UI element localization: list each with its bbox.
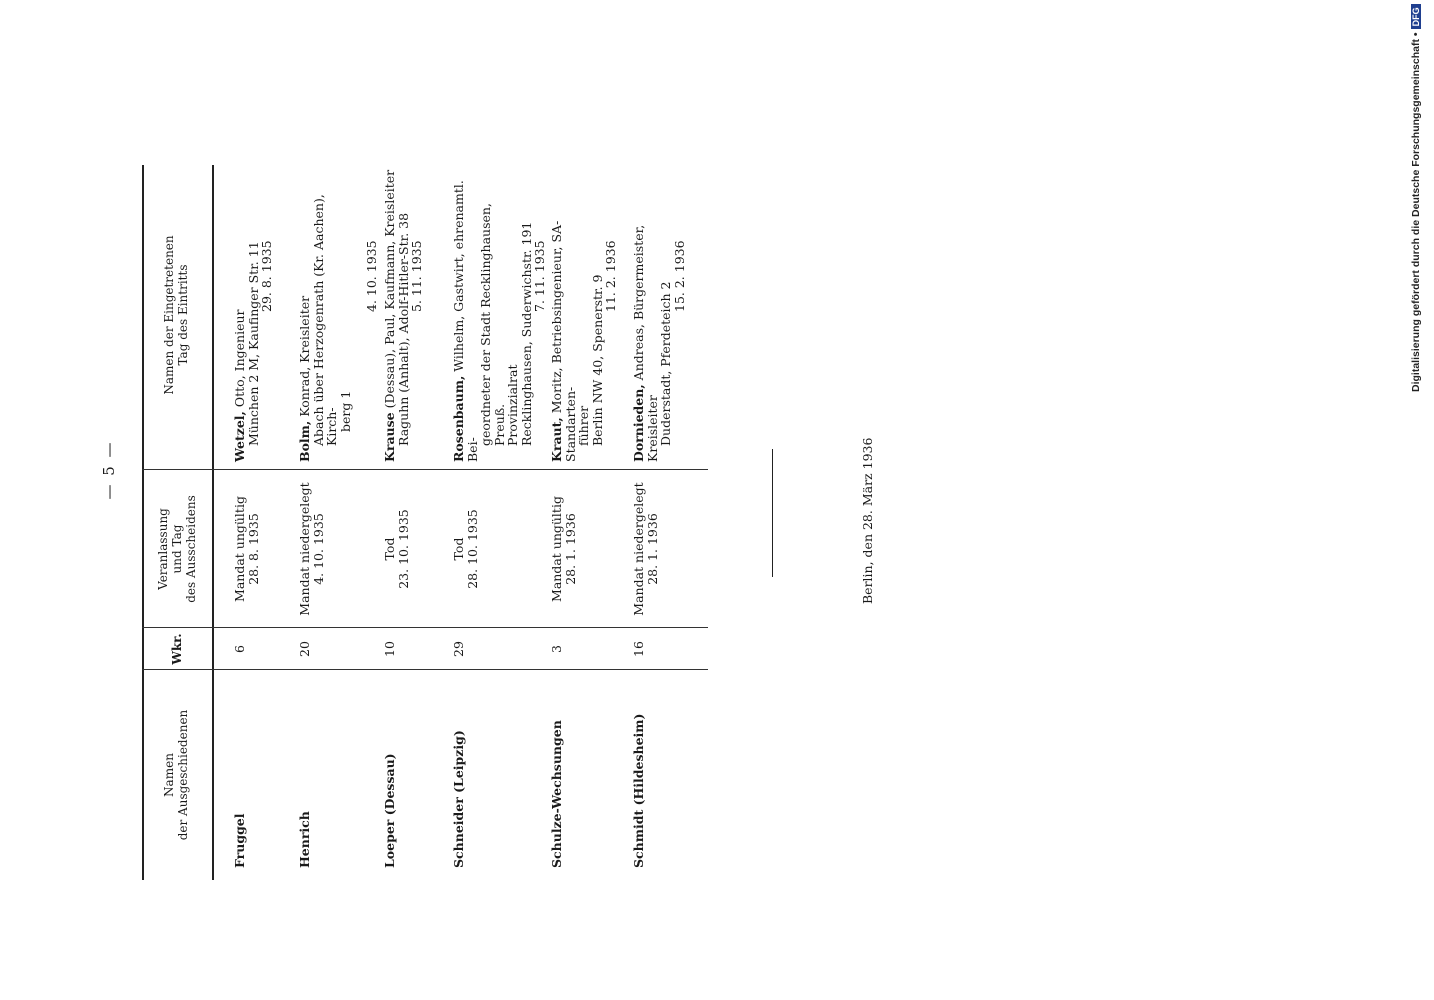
column-divider-3 <box>142 469 708 470</box>
reason-date: 28. 1. 1936 <box>644 513 660 585</box>
dfg-logo: DFG <box>1411 4 1421 29</box>
new-member-cell <box>452 162 547 462</box>
reason-cell <box>298 470 325 628</box>
new-member-name: Bolm, <box>297 420 312 462</box>
reason-text: Tod <box>382 537 397 561</box>
new-member-detail: Moritz, Betriebsingenieur, SA-Standarten- <box>549 220 578 462</box>
column-divider-2 <box>142 627 708 628</box>
dfg-funding-text: Digitalisierung gefördert durch die Deutsche Forschungsgemeinschaft • <box>1410 32 1422 392</box>
wkr-value: 16 <box>631 641 646 657</box>
reason-text: Mandat niedergelegt <box>297 482 312 616</box>
new-member-address: Duderstadt, Pferdeteich 2 <box>658 281 673 446</box>
new-member-date: 5. 11. 1935 <box>409 240 424 312</box>
new-member-detail: Andreas, Bürgermeister, Kreisleiter <box>631 224 660 462</box>
new-member-detail: Wilhelm, Gastwirt, ehrenamtl. Bei- <box>451 180 480 462</box>
page-number: — 5 — <box>100 440 118 500</box>
new-member-name: Dornieden, <box>631 384 646 462</box>
new-member-date: 4. 10. 1935 <box>364 240 379 312</box>
left-name: Schmidt (Hildesheim) <box>631 713 646 868</box>
left-name: Fruggel <box>232 813 247 868</box>
wkr-value: 20 <box>297 641 312 657</box>
new-member-address: Abach über Herzogenrath (Kr. Aachen), Kirch- <box>310 194 339 446</box>
new-member-address: Raguhn (Anhalt), Adolf-Hitler-Str. 38 <box>395 212 411 446</box>
left-name: Henrich <box>297 811 312 868</box>
reason-cell <box>452 470 479 628</box>
new-member-cell <box>550 162 618 462</box>
signoff-date: Berlin, den 28. März 1936 <box>860 437 875 604</box>
table-top-rule <box>142 165 144 880</box>
rotated-document-page <box>100 50 920 880</box>
new-member-detail: Provinzialrat <box>505 364 520 446</box>
column-divider-1 <box>142 669 708 670</box>
header-line: Namen <box>162 753 176 797</box>
new-member-detail: Otto, Ingenieur <box>232 309 247 408</box>
reason-text: Tod <box>451 537 466 561</box>
left-name: Schneider (Leipzig) <box>451 730 466 868</box>
reason-cell <box>383 470 410 628</box>
reason-cell <box>550 470 577 628</box>
new-member-cell <box>632 162 686 462</box>
wkr-value: 10 <box>382 641 397 657</box>
new-member-name: Kraut, <box>549 417 564 462</box>
reason-text: Mandat ungültig <box>232 496 247 602</box>
header-left-names <box>162 670 190 880</box>
new-member-date: 7. 11. 1935 <box>532 240 547 312</box>
dfg-funding-note <box>1410 4 1424 392</box>
header-line: des Ausscheidens <box>184 495 198 603</box>
new-member-address: Berlin NW 40, Spenerstr. 9 <box>589 274 605 446</box>
header-reason <box>156 470 198 628</box>
new-member-detail: führer <box>576 405 591 446</box>
header-line: der Ausgeschiedenen <box>176 709 190 841</box>
new-member-date: 15. 2. 1936 <box>671 240 687 312</box>
header-line: und Tag <box>170 524 184 574</box>
wkr-value: 6 <box>232 645 247 653</box>
reason-text: Mandat ungültig <box>549 496 564 602</box>
new-member-detail: geordneter der Stadt Recklinghausen, Preuß. <box>478 203 507 446</box>
new-member-cell <box>298 162 379 462</box>
new-member-cell <box>383 162 424 462</box>
header-line: Namen der Eingetretenen <box>162 235 176 395</box>
header-line: Veranlassung <box>156 508 170 590</box>
new-member-name: Wetzel, <box>232 411 247 462</box>
new-member-date: 11. 2. 1936 <box>603 240 618 312</box>
wkr-value: 3 <box>549 645 564 653</box>
table-header-rule <box>212 165 214 880</box>
reason-date: 4. 10. 1935 <box>310 513 326 585</box>
new-member-name: Rosenbaum, <box>451 375 466 462</box>
new-member-cell <box>233 162 274 462</box>
reason-text: Mandat niedergelegt <box>631 482 646 616</box>
reason-date: 28. 10. 1935 <box>464 509 480 589</box>
reason-date: 28. 1. 1936 <box>562 513 578 585</box>
new-member-detail: Konrad, Kreisleiter <box>297 295 312 417</box>
header-wkr: Wkr. <box>170 633 184 665</box>
left-name: Loeper (Dessau) <box>382 753 397 868</box>
header-line: Tag des Eintritts <box>176 264 190 366</box>
new-member-address: Recklinghausen, Suderwichstr. 191 <box>518 221 534 446</box>
wkr-value: 29 <box>451 641 466 657</box>
reason-cell <box>632 470 659 628</box>
reason-cell <box>233 470 260 628</box>
new-member-detail: (Dessau), Paul, Kaufmann, Kreisleiter <box>382 169 397 409</box>
closing-rule <box>772 449 773 577</box>
new-member-name: Krause <box>382 412 397 462</box>
new-member-address: berg 1 <box>337 390 353 432</box>
new-member-date: 29. 8. 1935 <box>259 240 274 312</box>
reason-date: 28. 8. 1935 <box>245 513 261 585</box>
reason-date: 23. 10. 1935 <box>395 509 411 589</box>
header-new-members <box>162 160 190 470</box>
new-member-address: München 2 M, Kaufinger Str. 11 <box>245 241 261 446</box>
left-name: Schulze-Wechsungen <box>549 720 564 868</box>
